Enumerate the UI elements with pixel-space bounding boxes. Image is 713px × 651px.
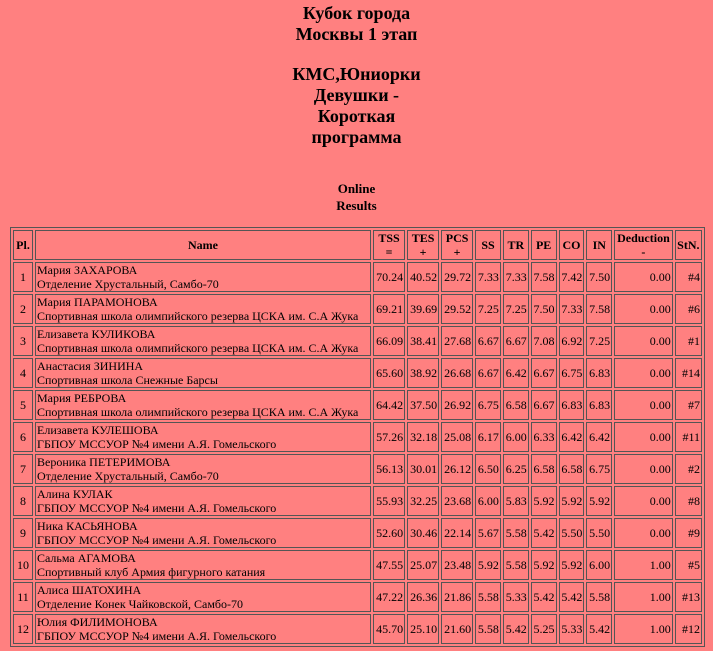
table-row: [13, 486, 702, 516]
col-deduction: Deduction -: [614, 230, 673, 260]
col-tes: TES +: [407, 230, 439, 260]
cell-tes: 37.50: [407, 390, 439, 420]
cell-tes: 25.10: [407, 614, 439, 644]
results-table: [10, 227, 705, 647]
cell-pl: 2: [13, 294, 33, 324]
cell-pl: 1: [13, 262, 33, 292]
cell-ss: 6.67: [475, 326, 501, 356]
cell-co: 5.92: [559, 550, 585, 580]
cell-pcs: 22.14: [441, 518, 473, 548]
cell-pl: 6: [13, 422, 33, 452]
cell-tes: 38.92: [407, 358, 439, 388]
cell-pl: 9: [13, 518, 33, 548]
cell-ss: 6.50: [475, 454, 501, 484]
cell-tes: 26.36: [407, 582, 439, 612]
cell-in: 5.92: [586, 486, 612, 516]
cell-pe: 5.42: [531, 582, 557, 612]
skater-name: Алина КУЛАК: [37, 487, 113, 501]
skater-name: Мария ПАРАМОНОВА: [37, 295, 158, 309]
cell-tss: 66.09: [373, 326, 405, 356]
skater-name: Мария РЕБРОВА: [37, 391, 127, 405]
cell-tr: 5.83: [503, 486, 529, 516]
skater-club: ГБПОУ МССУОР №4 имени А.Я. Гомельского: [37, 629, 277, 643]
cell-ded: 1.00: [614, 582, 673, 612]
online-results-title: [0, 180, 713, 214]
cell-pe: 7.08: [531, 326, 557, 356]
cell-tes: 32.25: [407, 486, 439, 516]
skater-club: ГБПОУ МССУОР №4 имени А.Я. Гомельского: [37, 437, 277, 451]
table-row: [13, 454, 702, 484]
cell-ss: 5.58: [475, 582, 501, 612]
cell-ded: 0.00: [614, 518, 673, 548]
cell-pe: 6.58: [531, 454, 557, 484]
cell-tss: 65.60: [373, 358, 405, 388]
skater-name: Алиса ШАТОХИНА: [37, 583, 142, 597]
cell-pe: 6.67: [531, 390, 557, 420]
table-header-row: [13, 230, 702, 260]
cell-stn: #1: [675, 326, 702, 356]
cell-tss: 69.21: [373, 294, 405, 324]
skater-cell: [35, 550, 371, 580]
cell-ded: 0.00: [614, 294, 673, 324]
table-row: [13, 262, 702, 292]
cell-stn: #13: [675, 582, 702, 612]
skater-cell: [35, 358, 371, 388]
cell-pe: 5.92: [531, 550, 557, 580]
table-row: [13, 326, 702, 356]
col-stn: StN.: [675, 230, 702, 260]
cell-stn: #11: [675, 422, 702, 452]
cell-pl: 4: [13, 358, 33, 388]
cell-stn: #7: [675, 390, 702, 420]
skater-cell: [35, 614, 371, 644]
cell-stn: #6: [675, 294, 702, 324]
cell-pl: 10: [13, 550, 33, 580]
cell-ded: 1.00: [614, 550, 673, 580]
col-ss: SS: [475, 230, 501, 260]
cell-ded: 0.00: [614, 358, 673, 388]
cell-tss: 47.22: [373, 582, 405, 612]
cell-stn: #9: [675, 518, 702, 548]
cell-pe: 7.50: [531, 294, 557, 324]
cell-in: 6.75: [586, 454, 612, 484]
cell-in: 7.25: [586, 326, 612, 356]
cell-stn: #2: [675, 454, 702, 484]
skater-cell: [35, 262, 371, 292]
cell-stn: #14: [675, 358, 702, 388]
online-line: Online: [337, 181, 376, 196]
skater-club: Отделение Хрустальный, Самбо-70: [37, 469, 219, 483]
skater-cell: [35, 486, 371, 516]
skater-cell: [35, 454, 371, 484]
cell-in: 7.58: [586, 294, 612, 324]
cell-tr: 5.42: [503, 614, 529, 644]
cell-in: 5.58: [586, 582, 612, 612]
cell-pl: 3: [13, 326, 33, 356]
event-title-line1: Кубок города: [302, 3, 411, 23]
cell-pe: 5.25: [531, 614, 557, 644]
skater-name: Ника КАСЬЯНОВА: [37, 519, 138, 533]
skater-club: ГБПОУ МССУОР №4 имени А.Я. Гомельского: [37, 533, 277, 547]
skater-club: ГБПОУ МССУОР №4 имени А.Я. Гомельского: [37, 501, 277, 515]
cell-tr: 5.58: [503, 550, 529, 580]
cell-in: 6.42: [586, 422, 612, 452]
cell-co: 5.92: [559, 486, 585, 516]
cell-ded: 0.00: [614, 390, 673, 420]
cell-tr: 6.67: [503, 326, 529, 356]
cell-tss: 47.55: [373, 550, 405, 580]
cell-tr: 5.33: [503, 582, 529, 612]
cell-tes: 25.07: [407, 550, 439, 580]
col-pe: PE: [531, 230, 557, 260]
skater-club: Спортивная школа олимпийского резерва ЦСКА им. С.А Жука: [37, 405, 359, 419]
skater-cell: [35, 518, 371, 548]
skater-name: Анастасия ЗИНИНА: [37, 359, 144, 373]
cell-tes: 30.46: [407, 518, 439, 548]
cell-ss: 5.92: [475, 550, 501, 580]
cell-ss: 6.00: [475, 486, 501, 516]
category-title: [0, 64, 713, 148]
cell-tss: 56.13: [373, 454, 405, 484]
cell-tr: 5.58: [503, 518, 529, 548]
cell-co: 7.42: [559, 262, 585, 292]
skater-cell: [35, 294, 371, 324]
col-name: Name: [35, 230, 371, 260]
skater-cell: [35, 390, 371, 420]
cell-tes: 32.18: [407, 422, 439, 452]
table-row: [13, 582, 702, 612]
skater-cell: [35, 326, 371, 356]
skater-club: Спортивный клуб Армия фигурного катания: [37, 565, 266, 579]
cell-co: 7.33: [559, 294, 585, 324]
cell-stn: #8: [675, 486, 702, 516]
cell-in: 6.00: [586, 550, 612, 580]
cell-co: 6.58: [559, 454, 585, 484]
cell-pl: 11: [13, 582, 33, 612]
cell-ded: 1.00: [614, 614, 673, 644]
col-co: CO: [559, 230, 585, 260]
col-pl: Pl.: [13, 230, 33, 260]
event-title: [0, 3, 713, 45]
cell-co: 5.42: [559, 582, 585, 612]
cell-pe: 6.67: [531, 358, 557, 388]
skater-name: Сальма АГАМОВА: [37, 551, 136, 565]
cell-pl: 8: [13, 486, 33, 516]
cell-ded: 0.00: [614, 326, 673, 356]
cell-tr: 6.42: [503, 358, 529, 388]
col-pcs: PCS +: [441, 230, 473, 260]
cell-tes: 30.01: [407, 454, 439, 484]
skater-name: Юлия ФИЛИМОНОВА: [37, 615, 158, 629]
cell-ded: 0.00: [614, 486, 673, 516]
cell-pcs: 23.68: [441, 486, 473, 516]
skater-cell: [35, 422, 371, 452]
cell-co: 6.92: [559, 326, 585, 356]
cell-in: 5.42: [586, 614, 612, 644]
skater-name: Вероника ПЕТЕРИМОВА: [37, 455, 171, 469]
table-row: [13, 390, 702, 420]
table-row: [13, 294, 702, 324]
cell-pcs: 23.48: [441, 550, 473, 580]
cell-in: 7.50: [586, 262, 612, 292]
cell-co: 6.42: [559, 422, 585, 452]
cell-tr: 7.25: [503, 294, 529, 324]
cell-pe: 5.42: [531, 518, 557, 548]
cell-ded: 0.00: [614, 422, 673, 452]
cell-pcs: 25.08: [441, 422, 473, 452]
event-title-line2: Москвы 1 этап: [295, 24, 418, 44]
cell-pcs: 21.86: [441, 582, 473, 612]
cell-ded: 0.00: [614, 262, 673, 292]
category-title-line3: Короткая: [317, 106, 396, 126]
cell-tes: 39.69: [407, 294, 439, 324]
skater-name: Елизавета КУЛИКОВА: [37, 327, 156, 341]
skater-club: Отделение Хрустальный, Самбо-70: [37, 277, 219, 291]
cell-pcs: 26.92: [441, 390, 473, 420]
cell-in: 6.83: [586, 390, 612, 420]
cell-tss: 55.93: [373, 486, 405, 516]
results-line: Results: [336, 198, 377, 213]
cell-stn: #12: [675, 614, 702, 644]
cell-co: 5.50: [559, 518, 585, 548]
col-tr: TR: [503, 230, 529, 260]
cell-ss: 6.67: [475, 358, 501, 388]
cell-pl: 7: [13, 454, 33, 484]
cell-in: 6.83: [586, 358, 612, 388]
cell-in: 5.50: [586, 518, 612, 548]
cell-ss: 5.58: [475, 614, 501, 644]
skater-club: Спортивная школа олимпийского резерва ЦСКА им. С.А Жука: [37, 309, 359, 323]
cell-stn: #5: [675, 550, 702, 580]
col-tss: TSS =: [373, 230, 405, 260]
cell-pcs: 29.52: [441, 294, 473, 324]
cell-tes: 40.52: [407, 262, 439, 292]
skater-club: Отделение Конек Чайковской, Самбо-70: [37, 597, 244, 611]
skater-name: Елизавета КУЛЕШОВА: [37, 423, 159, 437]
cell-ss: 6.17: [475, 422, 501, 452]
cell-ss: 7.33: [475, 262, 501, 292]
cell-pcs: 29.72: [441, 262, 473, 292]
cell-tr: 7.33: [503, 262, 529, 292]
table-row: [13, 358, 702, 388]
cell-stn: #4: [675, 262, 702, 292]
cell-pl: 5: [13, 390, 33, 420]
table-row: [13, 422, 702, 452]
cell-tss: 64.42: [373, 390, 405, 420]
category-title-line2: Девушки -: [313, 85, 400, 105]
cell-pe: 6.33: [531, 422, 557, 452]
table-row: [13, 614, 702, 644]
cell-co: 6.83: [559, 390, 585, 420]
cell-pcs: 21.60: [441, 614, 473, 644]
skater-club: Спортивная школа олимпийского резерва ЦСКА им. С.А Жука: [37, 341, 359, 355]
cell-pl: 12: [13, 614, 33, 644]
cell-tss: 70.24: [373, 262, 405, 292]
skater-cell: [35, 582, 371, 612]
table-row: [13, 518, 702, 548]
skater-club: Спортивная школа Снежные Барсы: [37, 373, 218, 387]
cell-tr: 6.25: [503, 454, 529, 484]
skater-name: Мария ЗАХАРОВА: [37, 263, 138, 277]
cell-tr: 6.00: [503, 422, 529, 452]
cell-tss: 57.26: [373, 422, 405, 452]
cell-pe: 7.58: [531, 262, 557, 292]
cell-pcs: 26.68: [441, 358, 473, 388]
category-title-line1: КМС,Юниорки: [292, 64, 421, 84]
cell-tss: 45.70: [373, 614, 405, 644]
cell-tr: 6.58: [503, 390, 529, 420]
col-in: IN: [586, 230, 612, 260]
cell-pcs: 26.12: [441, 454, 473, 484]
cell-ss: 7.25: [475, 294, 501, 324]
cell-ss: 5.67: [475, 518, 501, 548]
category-title-line4: программа: [311, 127, 402, 147]
cell-pe: 5.92: [531, 486, 557, 516]
cell-co: 5.33: [559, 614, 585, 644]
cell-ded: 0.00: [614, 454, 673, 484]
cell-pcs: 27.68: [441, 326, 473, 356]
cell-tes: 38.41: [407, 326, 439, 356]
cell-tss: 52.60: [373, 518, 405, 548]
cell-ss: 6.75: [475, 390, 501, 420]
table-row: [13, 550, 702, 580]
cell-co: 6.75: [559, 358, 585, 388]
